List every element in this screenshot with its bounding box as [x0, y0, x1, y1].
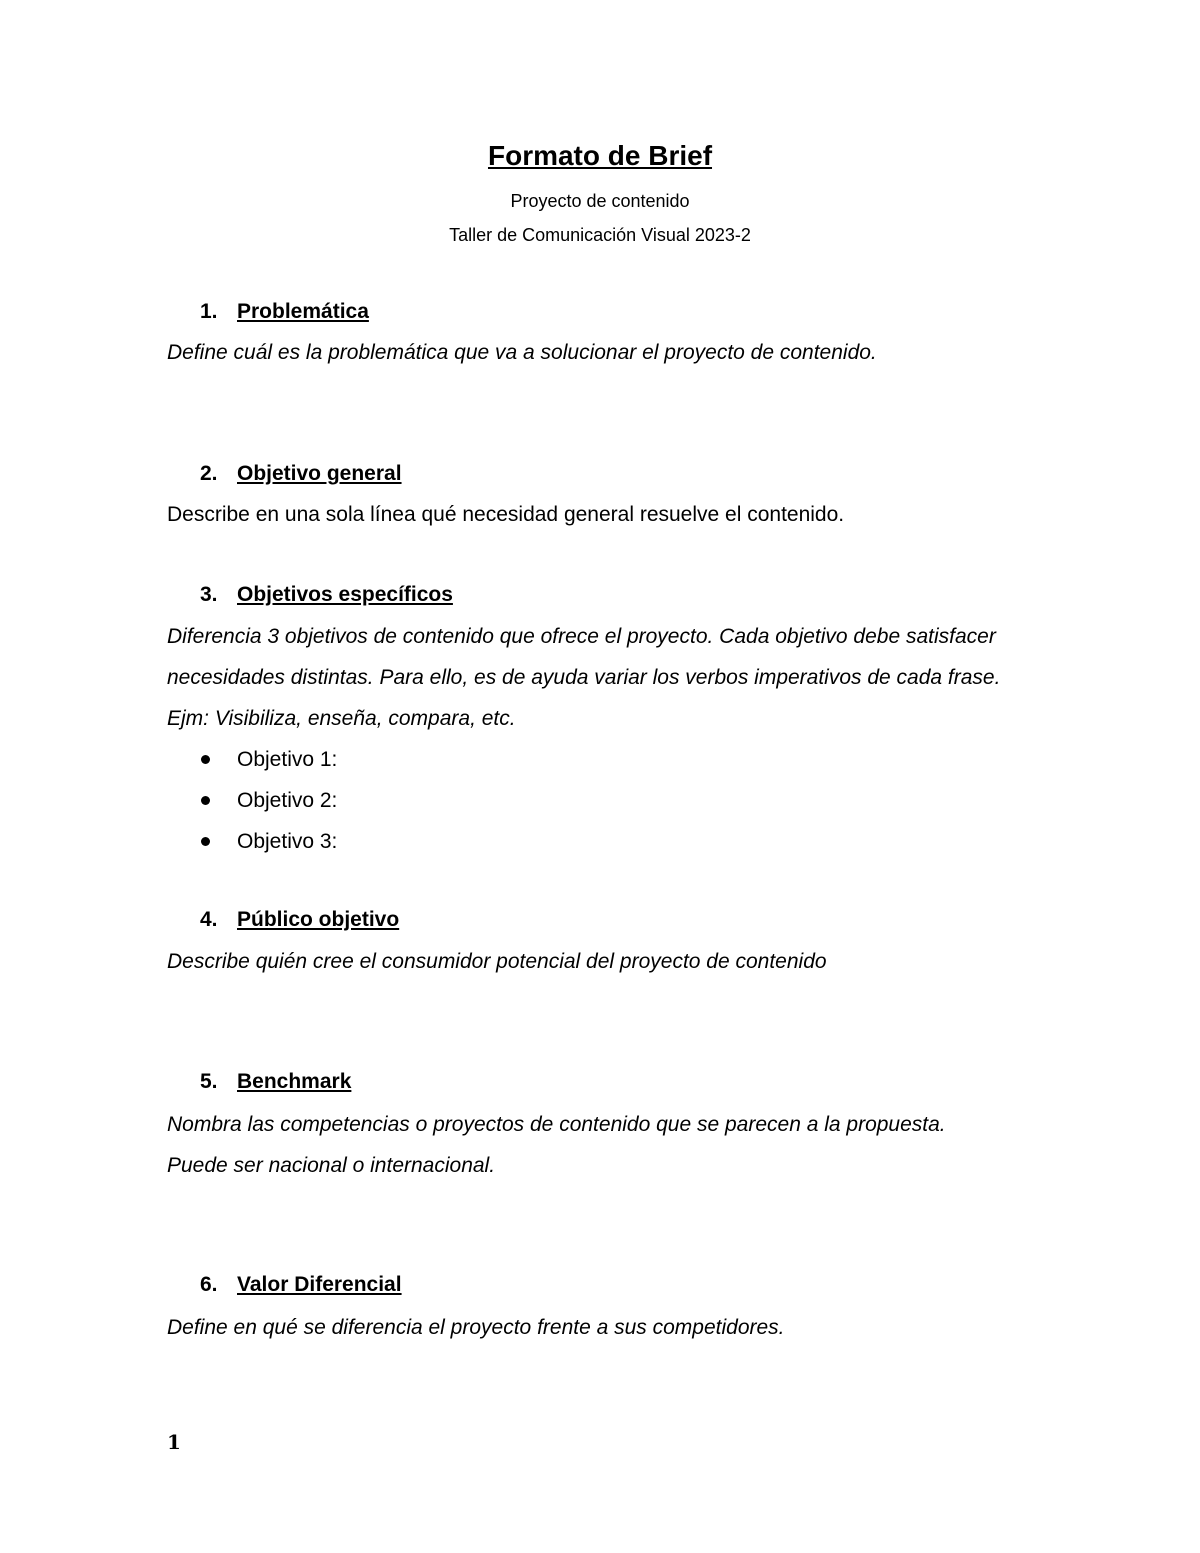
section-heading-valor-diferencial: [200, 1270, 402, 1300]
section-number: 2.: [200, 462, 218, 485]
section-heading-label: Objetivos específicos: [237, 583, 453, 606]
section-heading-benchmark: [200, 1067, 351, 1097]
objective-bullet-label: Objetivo 3:: [237, 830, 338, 853]
bullet-icon: [201, 796, 210, 805]
section-heading-label: Objetivo general: [237, 462, 402, 485]
objective-bullet-item: [167, 821, 337, 862]
document-subtitle-course: Taller de Comunicación Visual 2023-2: [449, 225, 751, 245]
section-description-benchmark: Nombra las competencias o proyectos de contenido que se parecen a la propuesta. Puede ser nacional o internacional.: [167, 1113, 946, 1177]
section-description-publico-objetivo: Describe quién cree el consumidor potencial del proyecto de contenido: [167, 950, 827, 973]
section-heading-objetivo-general: [200, 459, 402, 489]
objectives-bullet-list: [167, 739, 337, 862]
section-number: 6.: [200, 1273, 218, 1296]
section-heading-label: Benchmark: [237, 1070, 352, 1093]
objective-bullet-item: [167, 739, 337, 780]
document-title: Formato de Brief: [487, 140, 713, 171]
section-number: 4.: [200, 908, 218, 931]
section-heading-label: Problemática: [237, 300, 369, 323]
document-subtitle-project: Proyecto de contenido: [510, 191, 690, 211]
section-heading-label: Público objetivo: [237, 908, 400, 931]
section-number: 1.: [200, 300, 218, 323]
section-heading-objetivos-especificos: [200, 580, 453, 610]
page-number: 1: [167, 1430, 181, 1454]
objective-bullet-item: [167, 780, 337, 821]
bullet-icon: [201, 755, 210, 764]
objective-bullet-label: Objetivo 1:: [237, 748, 338, 771]
section-description-problematica: Define cuál es la problemática que va a solucionar el proyecto de contenido.: [167, 341, 877, 364]
section-number: 5.: [200, 1070, 218, 1093]
section-description-objetivo-general: Describe en una sola línea qué necesidad general resuelve el contenido.: [167, 503, 845, 526]
section-description-valor-diferencial: Define en qué se diferencia el proyecto frente a sus competidores.: [167, 1316, 785, 1339]
section-description-objetivos-especificos: Diferencia 3 objetivos de contenido que ofrece el proyecto. Cada objetivo debe satisfacer necesidades distintas. Para ello, es de ayuda variar los verbos imperativos de cada frase. Ejm: Visibiliza, enseña, compara, etc.: [167, 625, 1001, 730]
section-heading-publico-objetivo: [200, 905, 399, 935]
section-heading-label: Valor Diferencial: [237, 1273, 402, 1296]
section-heading-problematica: [200, 297, 369, 327]
objective-bullet-label: Objetivo 2:: [237, 789, 338, 812]
section-number: 3.: [200, 583, 218, 606]
bullet-icon: [201, 837, 210, 846]
